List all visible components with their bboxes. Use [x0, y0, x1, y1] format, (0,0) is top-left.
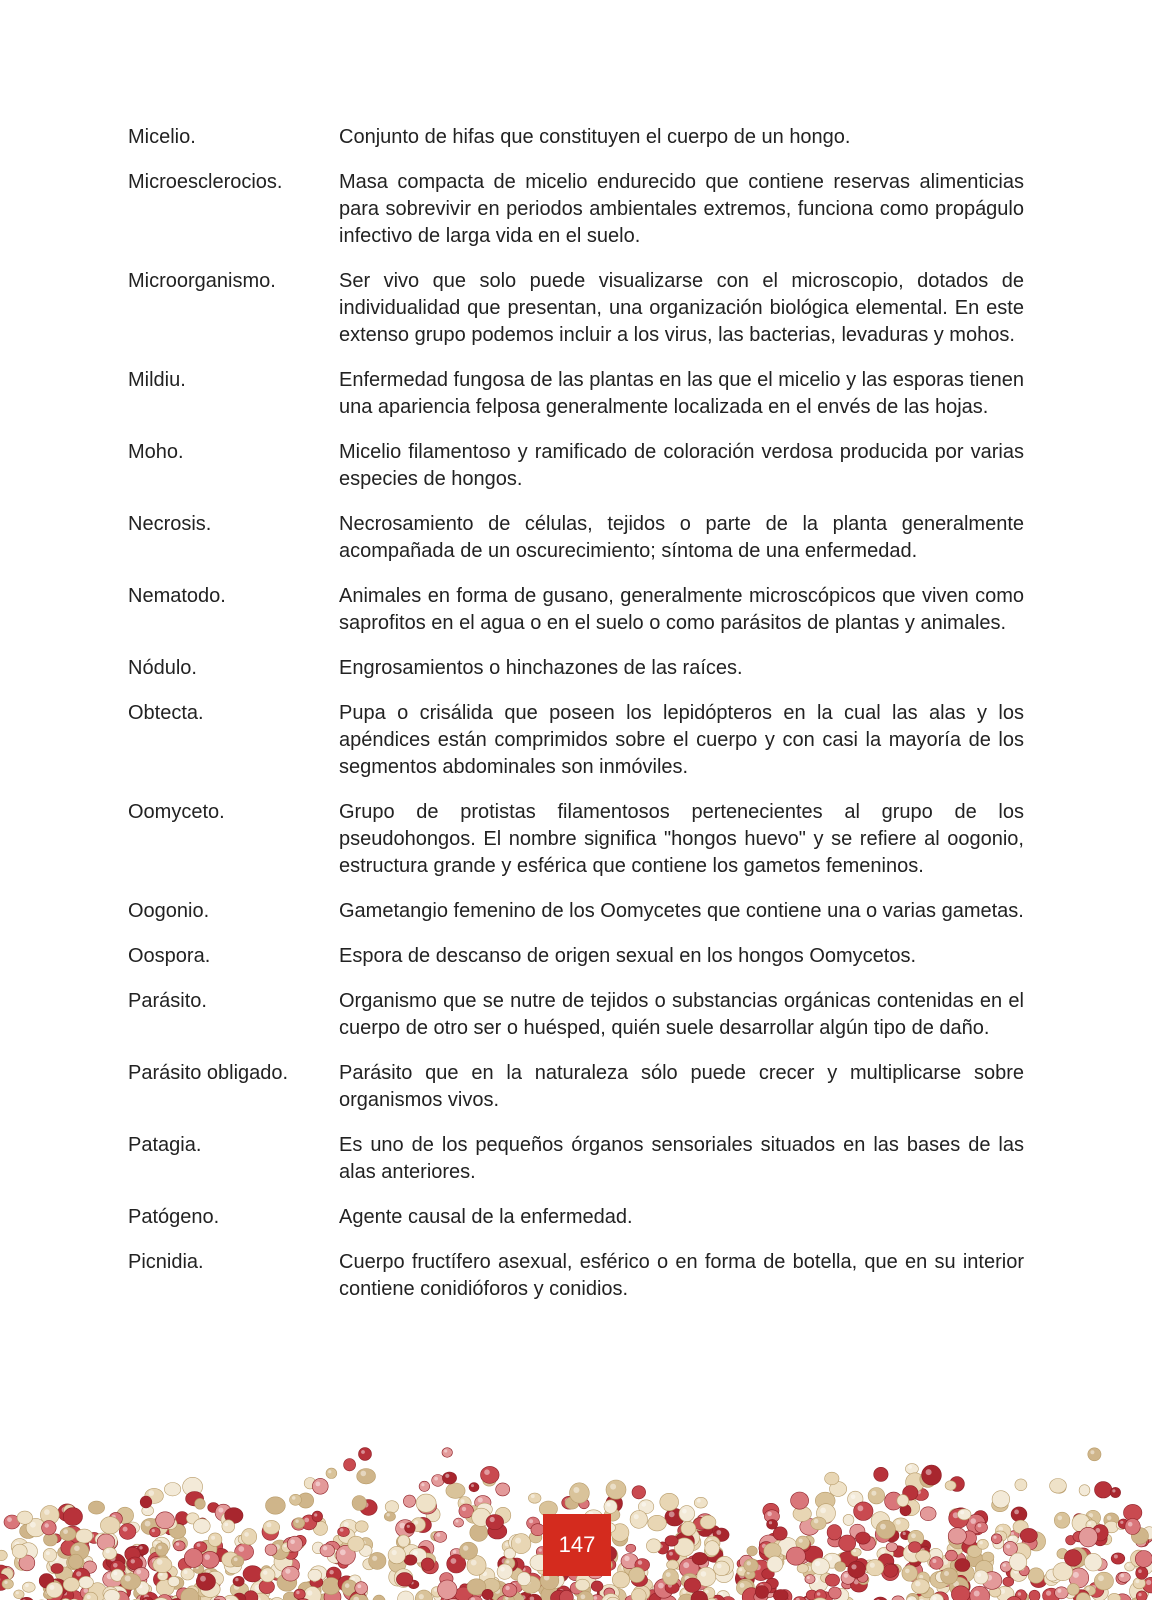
glossary-term: Patagia. — [128, 1134, 202, 1156]
glossary-term: Parásito. — [128, 990, 207, 1012]
glossary-term: Oogonio. — [128, 900, 210, 922]
glossary-definition: Espora de descanso de origen sexual en los hongos Oomycetos. — [339, 945, 917, 967]
glossary-definition: Organismo que se nutre de tejidos o substancias orgánicas contenidas en el cuerpo de otro ser o huésped, quién suele desarrollar algún tipo de daño. — [339, 990, 1024, 1039]
glossary-definition: Pupa o crisálida que poseen los lepidópteros en la cual las alas y los apéndices están comprimidos sobre el cuerpo y con casi la mayoría de los segmentos abdominales son inmóviles. — [339, 702, 1024, 778]
glossary-term: Microesclerocios. — [128, 171, 283, 193]
glossary-term: Mildiu. — [128, 369, 186, 391]
glossary-entry — [128, 988, 1024, 1042]
glossary-term: Patógeno. — [128, 1206, 220, 1228]
glossary-definition: Ser vivo que solo puede visualizarse con el microscopio, dotados de individualidad que presentan, una organización biológica elemental. En este extenso grupo podemos incluir a los virus, las bacterias, levaduras y mohos. — [339, 270, 1024, 346]
glossary-term: Nódulo. — [128, 657, 197, 679]
glossary-definition: Masa compacta de micelio endurecido que contiene reservas alimenticias para sobrevivir en periodos ambientales extremos, funciona como propágulo infectivo de larga vida en el suelo. — [339, 171, 1024, 247]
glossary-term: Oospora. — [128, 945, 211, 967]
glossary-entry — [128, 943, 1024, 970]
glossary-term: Obtecta. — [128, 702, 204, 724]
glossary-entry — [128, 1132, 1024, 1186]
glossary-definition: Parásito que en la naturaleza sólo puede crecer y multiplicarse sobre organismos vivos. — [339, 1062, 1024, 1111]
glossary-entry — [128, 169, 1024, 250]
glossary-entry — [128, 511, 1024, 565]
glossary-definition: Agente causal de la enfermedad. — [339, 1206, 633, 1228]
glossary-entry — [128, 583, 1024, 637]
glossary-definition: Conjunto de hifas que constituyen el cuerpo de un hongo. — [339, 126, 851, 148]
glossary-definition: Necrosamiento de células, tejidos o parte de la planta generalmente acompañada de un oscurecimiento; síntoma de una enfermedad. — [339, 513, 1024, 562]
glossary-entry — [128, 124, 1024, 151]
glossary-definition: Cuerpo fructífero asexual, esférico o en forma de botella, que en su interior contiene conidióforos y conidios. — [339, 1251, 1024, 1300]
glossary-term: Nematodo. — [128, 585, 226, 607]
glossary-definition: Engrosamientos o hinchazones de las raíces. — [339, 657, 743, 679]
page-number-badge — [543, 1514, 611, 1576]
glossary-definition: Micelio filamentoso y ramificado de coloración verdosa producida por varias especies de hongos. — [339, 441, 1024, 490]
glossary-entry — [128, 1249, 1024, 1303]
glossary-entry — [128, 439, 1024, 493]
glossary-entry — [128, 1204, 1024, 1231]
glossary-entry — [128, 367, 1024, 421]
glossary-term: Oomyceto. — [128, 801, 225, 823]
glossary-list — [128, 124, 1024, 1321]
glossary-term: Moho. — [128, 441, 184, 463]
glossary-entry — [128, 700, 1024, 781]
glossary-definition: Animales en forma de gusano, generalmente microscópicos que viven como saprofitos en el agua o en el suelo o como parásitos de plantas y animales. — [339, 585, 1024, 634]
page-number: 147 — [558, 1532, 596, 1557]
glossary-entry — [128, 898, 1024, 925]
glossary-definition: Grupo de protistas filamentosos pertenecientes al grupo de los pseudohongos. El nombre significa "hongos huevo" y se refiere al oogonio, estructura grande y esférica que contiene los gametos femeninos. — [339, 801, 1024, 877]
glossary-entry — [128, 655, 1024, 682]
glossary-definition: Es uno de los pequeños órganos sensoriales situados en las bases de las alas anteriores. — [339, 1134, 1024, 1183]
glossary-term: Parásito obligado. — [128, 1062, 289, 1084]
glossary-entry — [128, 1060, 1024, 1114]
glossary-term: Micelio. — [128, 126, 196, 148]
glossary-entry — [128, 799, 1024, 880]
glossary-term: Microorganismo. — [128, 270, 276, 292]
glossary-definition: Gametangio femenino de los Oomycetes que contiene una o varias gametas. — [339, 900, 1024, 922]
glossary-term: Necrosis. — [128, 513, 212, 535]
glossary-term: Picnidia. — [128, 1251, 204, 1273]
glossary-entry — [128, 268, 1024, 349]
glossary-definition: Enfermedad fungosa de las plantas en las que el micelio y las esporas tienen una apariencia felposa generalmente localizada en el envés de las hojas. — [339, 369, 1024, 418]
